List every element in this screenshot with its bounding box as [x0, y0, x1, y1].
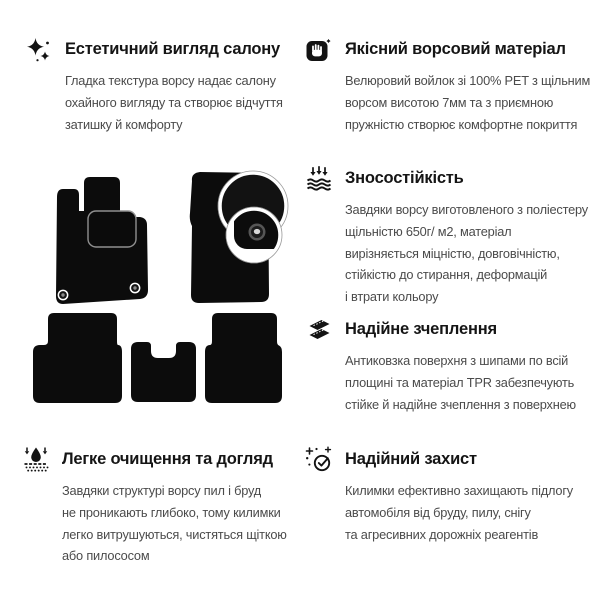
feature-quality-material	[305, 36, 590, 135]
protection-icon	[305, 446, 335, 476]
feature-text-line: охайного вигляду та створює відчуття	[65, 94, 283, 110]
rear-right-mat	[205, 313, 282, 403]
feature-text-line: ворсом висотою 7мм та з приємною	[345, 94, 554, 110]
rear-middle-mat	[131, 342, 196, 402]
feature-text-line: Велюровий войлок зі 100% PET з щільним	[345, 73, 591, 88]
feature-title: Легке очищення та догляд	[62, 450, 273, 468]
feature-text-line: та агресивних дорожніх реагентів	[345, 526, 539, 542]
feature-reliable-grip	[305, 316, 576, 415]
feature-title: Якісний ворсовий матеріал	[345, 40, 566, 58]
easy-cleaning-icon	[22, 446, 52, 476]
feature-text-line: пружністю створює комфортне покриття	[345, 116, 578, 132]
feature-text-line: площині та матеріал TPR забезпечують	[345, 374, 575, 390]
heel-pad	[88, 211, 136, 247]
feature-text-line: і втрати кольору	[345, 289, 439, 305]
feature-title: Зносостійкість	[345, 169, 464, 187]
feature-text-line: автомобіля від бруду, пилу, снігу	[345, 504, 531, 520]
rear-left-mat	[33, 313, 122, 403]
feature-aesthetic-look	[25, 36, 283, 135]
feature-text-line: затишку й комфорту	[65, 116, 183, 132]
feature-title: Надійне зчеплення	[345, 320, 497, 338]
feature-easy-cleaning	[22, 446, 287, 567]
feature-text-line: не проникають глибоко, тому килимки	[62, 504, 281, 520]
grip-layers-icon	[305, 316, 335, 346]
sparkles-icon	[25, 36, 55, 66]
feature-content	[345, 36, 590, 135]
mat-grommet	[58, 290, 69, 301]
feature-content	[345, 316, 576, 415]
feature-content	[62, 446, 287, 567]
product-image-floor-mats	[30, 155, 290, 410]
feature-text-line: легко витрушуються, чистяться щіткою	[62, 526, 287, 542]
feature-title: Надійний захист	[345, 450, 477, 468]
feature-text-line: вирізняється міцністю, довговічністю,	[345, 245, 560, 261]
feature-wear-resistance	[305, 165, 588, 308]
feature-text-line: Гладка текстура ворсу надає салону	[65, 73, 276, 88]
feature-content	[345, 446, 573, 545]
feature-title: Естетичний вигляд салону	[65, 40, 281, 58]
feature-text-line: стійке й надійне зчеплення з поверхнею	[345, 396, 576, 412]
feature-text-line: Килимки ефективно захищають підлогу	[345, 483, 573, 498]
material-touch-icon	[305, 36, 335, 66]
feature-reliable-protection	[305, 446, 573, 545]
feature-text-line: Антиковзка поверхня з шипами по всій	[345, 353, 569, 368]
abrasion-resistance-icon	[305, 165, 335, 195]
feature-text-line: щільністю 650г/ м2, матеріал	[345, 223, 512, 239]
feature-content	[65, 36, 283, 135]
feature-text-line: Завдяки структурі ворсу пил і бруд	[62, 483, 262, 498]
mat-grommet	[130, 283, 141, 294]
feature-text-line: Завдяки ворсу виготовленого з поліестеру	[345, 202, 588, 217]
feature-text-line: або пилососом	[62, 548, 150, 564]
feature-content	[345, 165, 588, 308]
feature-text-line: стійкістю до стирання, деформацій	[345, 267, 548, 283]
